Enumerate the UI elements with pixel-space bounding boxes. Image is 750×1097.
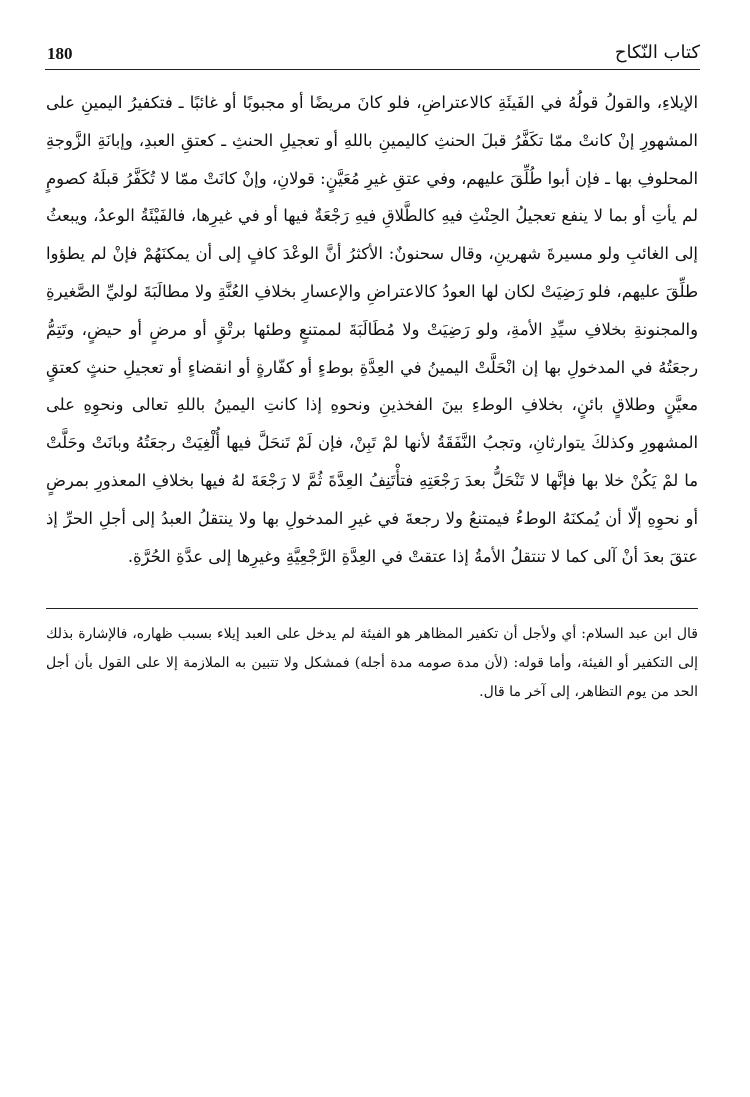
running-head-title: كتاب النّكاح (614, 42, 700, 63)
page-number: 180 (47, 44, 73, 63)
footnote-divider (46, 608, 698, 609)
main-text-body: الإيلاءِ، والقولُ قولُهُ في الفَيئَةِ كالاعتراضِ، فلو كانَ مريضًا أو مجبوبًا أو غائبًا ـ فتكفيرُ اليمينِ على المشهورِ إنْ كانتْ ممّا تكَفَّرُ قبلَ الحنثِ كاليمينِ باللهِ أو تعجيلِ الحنثِ ـ كعتقِ العبدِ، وإبانَةِ الزَّوجةِ المحلوفِ بها ـ فإن أبوا طُلِّقَ عليهم، وفي عتقِ غيرِ مُعَيَّنٍ: قولانِ، وإنْ كانَتْ ممّا لا تُكَفَّرُ قبلَهُ كصومٍ لم يأتِ أو بما لا ينفع تعجيلُ الحِنْثِ فيهِ كالطَّلاقِ فيهِ رَجْعَةٌ فيها أو في غيرِها، فالفَيْئَةُ الوعدُ، ويبعثُ إلى الغائبِ ولو مسيرةَ شهرينِ، وقال سحنونٌ: الأكثرُ أنَّ الوعْدَ كافٍ إلى أن يمكنَهُمْ فإنْ لم يطؤوا طلِّقَ عليهم، فلو رَضِيَتْ لكان لها العودُ كالاعتراضِ والإعسارِ بخلافِ العُنَّةِ ولا مطالَبَةَ لوليِّ الصَّغيرةِ والمجنونةِ بخلافِ سيِّدِ الأمةِ، ولو رَضِيَتْ ولا مُطَالَبَةَ لممتنعٍ وطئها برتْقٍ أو مرضٍ أو حيضٍ، وتَتِمُّ رجعَتُهُ في المدخولِ بها إن انْحَلَّتْ اليمينُ في العِدَّةِ بوطءٍ أو كفّارةٍ أو انقضاءٍ أو تعجيلِ حنثٍ كعتقٍ معيَّنٍ وطلاقٍ بائنٍ، بخلافِ الوطءِ بينَ الفخذينِ ونحوهِ إذا كانتِ اليمينُ باللهِ تعالى ونحوِهِ على المشهورِ وكذلكَ يتوارثانِ، وتجبُ النَّفَقَةُ لأنها لمْ تَبِنْ، فإن لَمْ تَنحَلَّ فيها أُلْغِيَتْ رجعَتُهُ وبانَتْ وحَلَّتْ ما لمْ يَكُنْ خلا بها فإنَّها لا تَنْحَلُّ بعدَ رَجْعَتِهِ فتأْتَنِفُ العِدَّةَ ثُمَّ لا رَجْعَةَ لهُ فيها بخلافِ المعذورِ بمرضٍ أو نحوِهِ إلّا أن يُمكنَهُ الوطءُ فيمتنعُ ولا رجعةَ في غيرِ المدخولِ بها ولا ينتقلُ العبدُ إلى أجلِ الحرِّ إذ عتقَ بعدَ أنْ آلى كما لا تنتقلُ الأمةُ إذا عتقتْ في العِدَّةِ الرَّجْعِيَّةِ وغيرِها إلى عدَّةِ الحُرَّةِ. (46, 93, 698, 566)
header-divider (45, 69, 700, 70)
footnote-text: قال ابن عبد السلام: أي ولأجل أن تكفير المظاهر هو الفيئة لم يدخل على العبد إيلاء بسبب ظهاره، فالإشارة بذلك إلى التكفير أو الفيئة، وأما قوله: (لأن مدة صومه مدة أجله) فمشكل ولا تتبين به الملازمة إلا على القول بأن أجل الحد من يوم التظاهر، إلى آخر ما قال. (46, 626, 698, 700)
